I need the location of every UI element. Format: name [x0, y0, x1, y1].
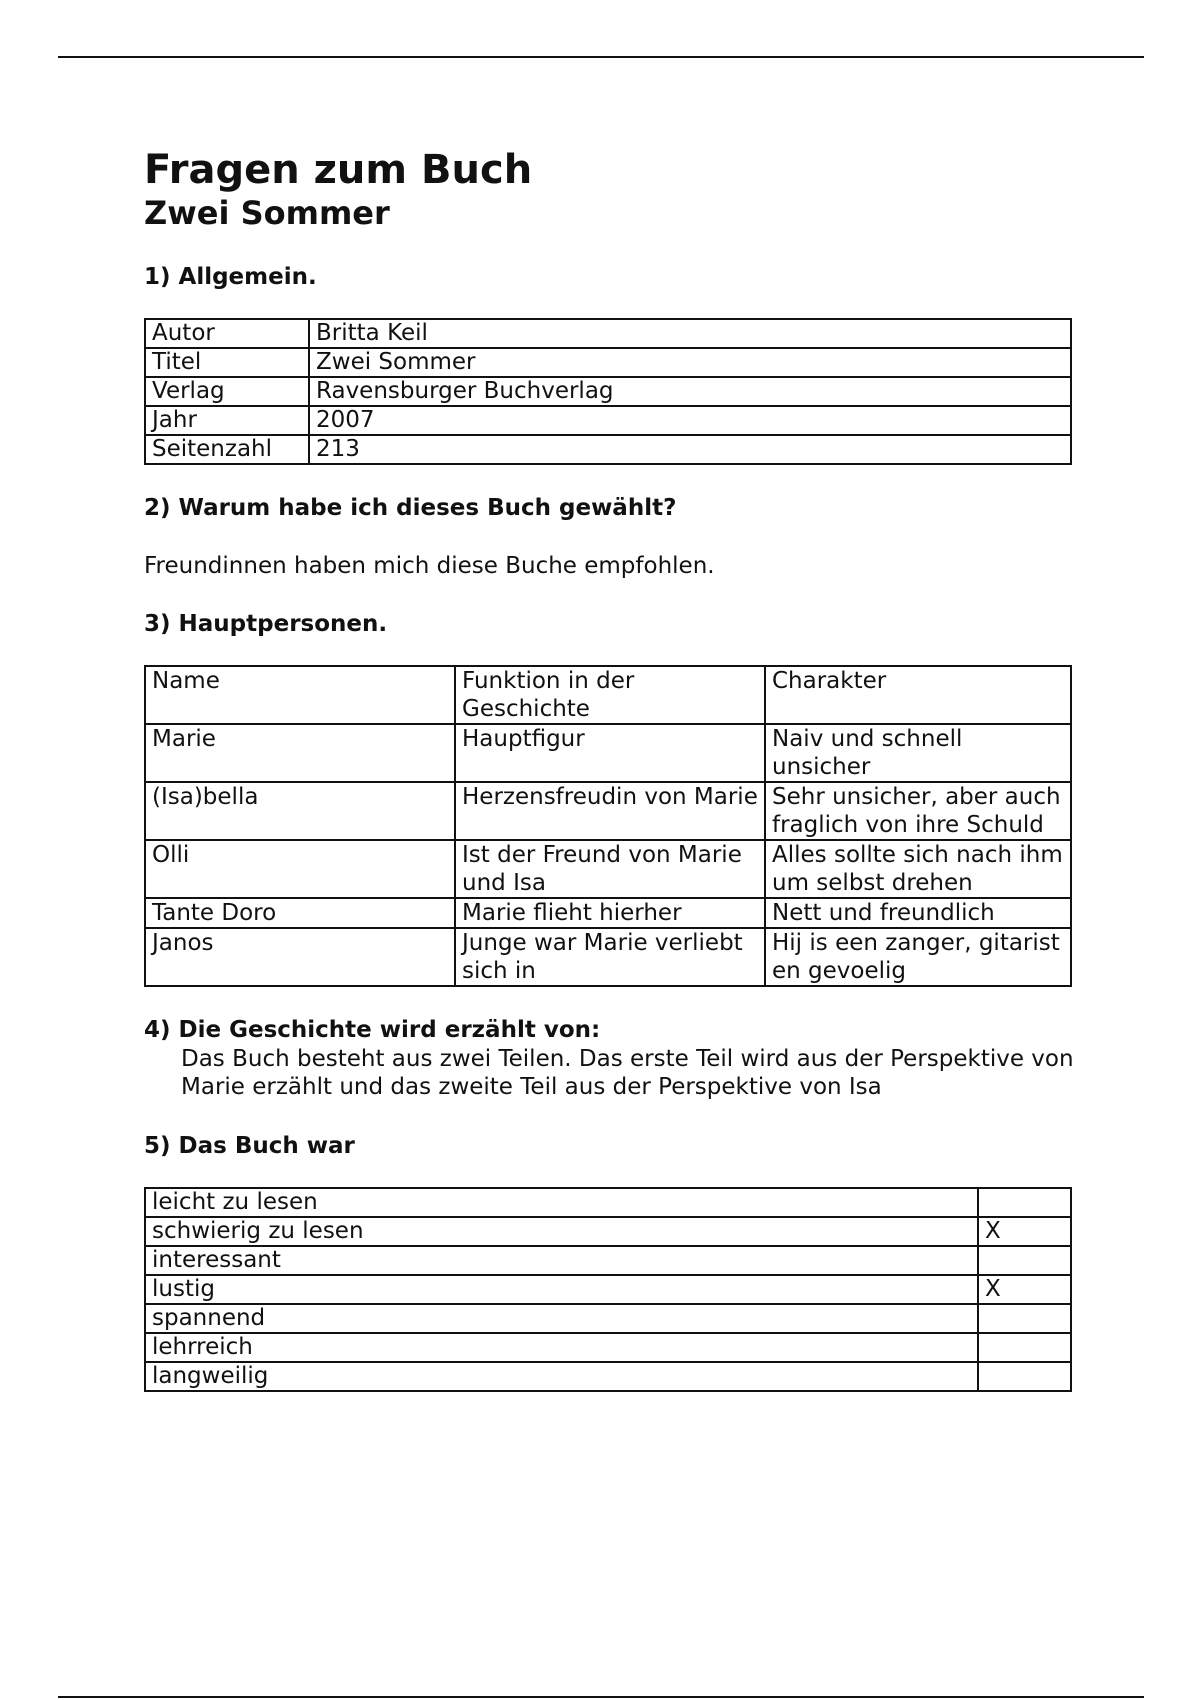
- info-value: Ravensburger Buchverlag: [309, 377, 1071, 406]
- character-trait: Hij is een zanger, gitarist en gevoelig: [765, 928, 1071, 986]
- character-trait: Alles sollte sich nach ihm um selbst drehen: [765, 840, 1071, 898]
- rating-label: lustig: [145, 1275, 978, 1304]
- table-row: [145, 406, 1071, 435]
- info-value: 213: [309, 435, 1071, 464]
- page-title: Fragen zum Buch: [144, 147, 533, 193]
- character-trait: Nett und freundlich: [765, 898, 1071, 928]
- rating-mark: [978, 1362, 1071, 1391]
- table-row: [145, 840, 1071, 898]
- rating-mark: [978, 1333, 1071, 1362]
- section-5-heading: 5) Das Buch war: [144, 1133, 355, 1159]
- section-4-text: Das Buch besteht aus zwei Teilen. Das erste Teil wird aus der Perspektive von Marie erzählt und das zweite Teil aus der Perspektive von Isa: [181, 1046, 1074, 1100]
- table-row: [145, 1217, 1071, 1246]
- table-row: [145, 724, 1071, 782]
- characters-table: [144, 665, 1072, 987]
- rating-label: langweilig: [145, 1362, 978, 1391]
- table-row: [145, 1275, 1071, 1304]
- section-2-heading: 2) Warum habe ich dieses Buch gewählt?: [144, 495, 677, 521]
- info-value: 2007: [309, 406, 1071, 435]
- character-trait: Naiv und schnell unsicher: [765, 724, 1071, 782]
- character-function: Marie flieht hierher: [455, 898, 765, 928]
- rating-label: spannend: [145, 1304, 978, 1333]
- info-label: Autor: [145, 319, 309, 348]
- column-header-function: Funktion in der Geschichte: [455, 666, 765, 724]
- page-subtitle: Zwei Sommer: [144, 194, 390, 232]
- table-row: [145, 1333, 1071, 1362]
- rating-mark: [978, 1304, 1071, 1333]
- character-function: Junge war Marie verliebt sich in: [455, 928, 765, 986]
- top-rule: [58, 56, 1144, 58]
- table-row: [145, 1188, 1071, 1217]
- info-label: Jahr: [145, 406, 309, 435]
- character-function: Ist der Freund von Marie und Isa: [455, 840, 765, 898]
- rating-table: [144, 1187, 1072, 1392]
- column-header-character: Charakter: [765, 666, 1071, 724]
- character-name: Janos: [145, 928, 455, 986]
- section-3-heading: 3) Hauptpersonen.: [144, 611, 388, 637]
- bottom-rule: [58, 1696, 1144, 1698]
- column-header-name: Name: [145, 666, 455, 724]
- table-row: [145, 1304, 1071, 1333]
- table-row: [145, 1246, 1071, 1275]
- rating-label: lehrreich: [145, 1333, 978, 1362]
- table-row: [145, 928, 1071, 986]
- info-label: Titel: [145, 348, 309, 377]
- character-function: Hauptfigur: [455, 724, 765, 782]
- rating-label: interessant: [145, 1246, 978, 1275]
- table-row: [145, 1362, 1071, 1391]
- rating-mark: [978, 1188, 1071, 1217]
- general-info-table: [144, 318, 1072, 465]
- character-name: Tante Doro: [145, 898, 455, 928]
- info-value: Britta Keil: [309, 319, 1071, 348]
- character-function: Herzensfreudin von Marie: [455, 782, 765, 840]
- rating-label: leicht zu lesen: [145, 1188, 978, 1217]
- rating-mark: [978, 1246, 1071, 1275]
- info-value: Zwei Sommer: [309, 348, 1071, 377]
- table-row: [145, 435, 1071, 464]
- character-name: Olli: [145, 840, 455, 898]
- table-row: [145, 319, 1071, 348]
- section-4-heading: 4) Die Geschichte wird erzählt von:: [144, 1017, 601, 1043]
- rating-mark: X: [978, 1217, 1071, 1246]
- rating-mark: X: [978, 1275, 1071, 1304]
- table-row: [145, 348, 1071, 377]
- section-1-heading: 1) Allgemein.: [144, 264, 317, 290]
- table-row: [145, 782, 1071, 840]
- character-name: (Isa)bella: [145, 782, 455, 840]
- table-header-row: [145, 666, 1071, 724]
- character-trait: Sehr unsicher, aber auch fraglich von ihre Schuld: [765, 782, 1071, 840]
- character-name: Marie: [145, 724, 455, 782]
- info-label: Verlag: [145, 377, 309, 406]
- rating-label: schwierig zu lesen: [145, 1217, 978, 1246]
- table-row: [145, 377, 1071, 406]
- section-2-text: Freundinnen haben mich diese Buche empfohlen.: [144, 553, 715, 579]
- document-content: [144, 146, 1074, 1392]
- info-label: Seitenzahl: [145, 435, 309, 464]
- table-row: [145, 898, 1071, 928]
